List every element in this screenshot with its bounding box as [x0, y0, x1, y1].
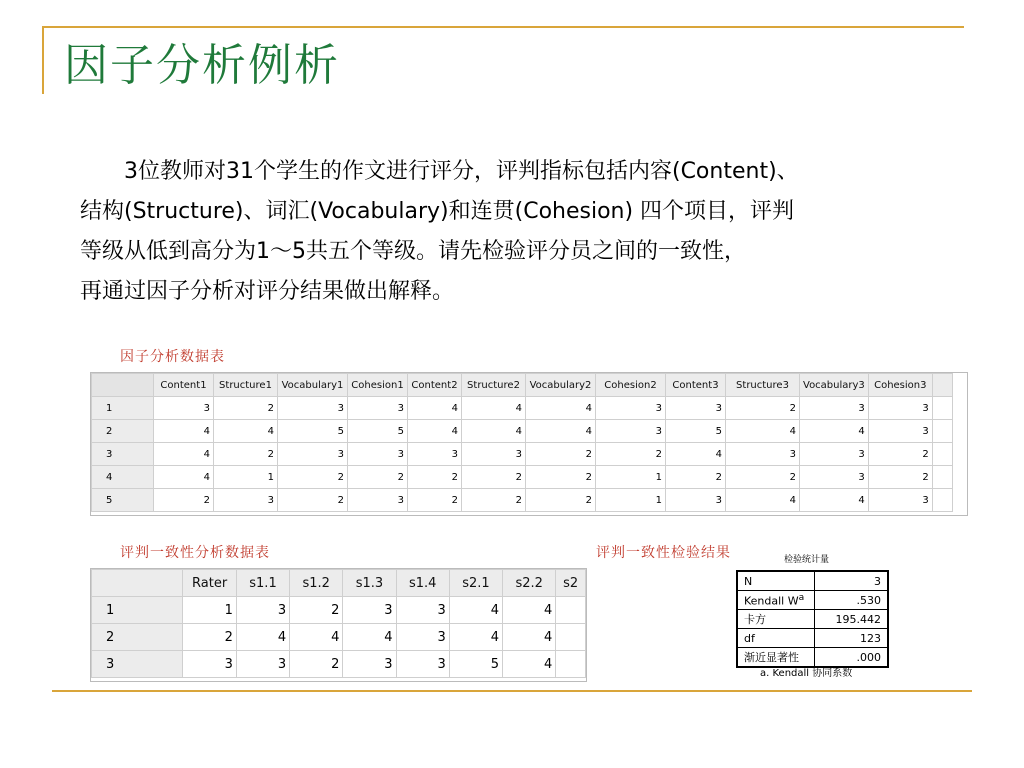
row-header[interactable]: 5: [92, 489, 154, 512]
slide-title: 因子分析例析: [64, 40, 340, 91]
consistency-table-caption: 评判一致性分析数据表: [120, 545, 270, 561]
column-header[interactable]: [932, 374, 952, 397]
table-cell[interactable]: [556, 624, 586, 651]
column-header[interactable]: Cohesion3: [868, 374, 932, 397]
table-cell[interactable]: 3: [348, 443, 408, 466]
table-cell[interactable]: 3: [596, 420, 666, 443]
table-cell[interactable]: 3: [868, 420, 932, 443]
table-cell[interactable]: 4: [503, 597, 556, 624]
column-header[interactable]: s2.2: [503, 570, 556, 597]
column-header[interactable]: Content1: [154, 374, 214, 397]
table-cell[interactable]: 4: [290, 624, 343, 651]
stat-row: [737, 571, 888, 591]
table-row[interactable]: [92, 651, 586, 678]
table-cell[interactable]: 3: [666, 397, 726, 420]
table-cell[interactable]: 3: [800, 466, 869, 489]
stat-value: 195.442: [815, 610, 889, 629]
table-cell[interactable]: 2: [278, 489, 348, 512]
table-cell[interactable]: 2: [348, 466, 408, 489]
table-cell[interactable]: 4: [462, 420, 526, 443]
table-cell[interactable]: 2: [526, 443, 596, 466]
table-cell[interactable]: 4: [526, 397, 596, 420]
table-cell[interactable]: [932, 489, 952, 512]
stat-value: .530: [815, 591, 889, 610]
table-cell[interactable]: 3: [154, 397, 214, 420]
paragraph-line: 等级从低到高分为1～5共五个等级。请先检验评分员之间的一致性，: [80, 239, 746, 264]
table-cell[interactable]: [932, 443, 952, 466]
table-row[interactable]: [92, 443, 953, 466]
paragraph-line: 3位教师对31个学生的作文进行评分，评判指标包括内容(Content)、: [124, 159, 799, 184]
table-cell[interactable]: 3: [868, 397, 932, 420]
table-row[interactable]: [92, 397, 953, 420]
row-header[interactable]: 4: [92, 466, 154, 489]
table-cell[interactable]: 2: [596, 443, 666, 466]
stat-row: [737, 629, 888, 648]
table-row[interactable]: [92, 489, 953, 512]
table-cell[interactable]: 2: [726, 397, 800, 420]
table-cell[interactable]: [556, 651, 586, 678]
table-cell[interactable]: 2: [290, 597, 343, 624]
table-cell[interactable]: 3: [348, 489, 408, 512]
stat-value: .000: [815, 648, 889, 668]
column-header[interactable]: s1.1: [236, 570, 289, 597]
table-row[interactable]: [92, 466, 953, 489]
factor-table-caption: 因子分析数据表: [120, 349, 225, 365]
footnote-marker: a: [798, 592, 805, 604]
stat-row: [737, 610, 888, 629]
table-cell[interactable]: 2: [154, 489, 214, 512]
table-cell[interactable]: 2: [290, 651, 343, 678]
row-header[interactable]: 1: [92, 597, 183, 624]
table-row[interactable]: [92, 420, 953, 443]
column-header[interactable]: s2: [556, 570, 586, 597]
paragraph-line: 再通过因子分析对评分结果做出解释。: [80, 279, 455, 304]
column-header[interactable]: Cohesion1: [348, 374, 408, 397]
description-paragraph: [80, 152, 960, 312]
table-cell[interactable]: 4: [800, 489, 869, 512]
table-cell[interactable]: [932, 397, 952, 420]
row-header[interactable]: 2: [92, 624, 183, 651]
row-header[interactable]: 2: [92, 420, 154, 443]
table-cell[interactable]: [556, 597, 586, 624]
column-header[interactable]: Vocabulary2: [526, 374, 596, 397]
table-cell[interactable]: 2: [183, 624, 237, 651]
row-header[interactable]: 1: [92, 397, 154, 420]
test-stats-title: 检验统计量: [784, 555, 830, 565]
test-stats-footnote: a. Kendall 协同系数: [760, 668, 853, 679]
table-cell[interactable]: 1: [214, 466, 278, 489]
table-cell[interactable]: 2: [868, 443, 932, 466]
table-cell[interactable]: 4: [449, 624, 502, 651]
column-header[interactable]: Rater: [183, 570, 237, 597]
table-cell[interactable]: 3: [236, 597, 289, 624]
bottom-rule: [52, 690, 972, 692]
stat-label: 渐近显著性: [737, 648, 815, 668]
column-header[interactable]: s1.3: [343, 570, 396, 597]
row-header[interactable]: 3: [92, 651, 183, 678]
row-header[interactable]: 3: [92, 443, 154, 466]
top-rule: [42, 26, 964, 28]
column-header[interactable]: s2.1: [449, 570, 502, 597]
stat-value: 123: [815, 629, 889, 648]
table-cell[interactable]: 2: [462, 466, 526, 489]
table-cell[interactable]: [932, 466, 952, 489]
stat-label: N: [737, 571, 815, 591]
table-cell[interactable]: 2: [666, 466, 726, 489]
table-cell[interactable]: 3: [868, 489, 932, 512]
table-cell[interactable]: 4: [236, 624, 289, 651]
table-cell[interactable]: 5: [278, 420, 348, 443]
column-header[interactable]: Structure3: [726, 374, 800, 397]
table-cell[interactable]: 2: [408, 466, 462, 489]
table-cell[interactable]: 4: [449, 597, 502, 624]
factor-data-table[interactable]: [90, 372, 968, 516]
column-header[interactable]: Content2: [408, 374, 462, 397]
table-cell[interactable]: 4: [408, 397, 462, 420]
table-cell[interactable]: 4: [526, 420, 596, 443]
column-header[interactable]: Vocabulary3: [800, 374, 869, 397]
table-cell[interactable]: 3: [278, 443, 348, 466]
stat-label: 卡方: [737, 610, 815, 629]
left-rule: [42, 26, 44, 94]
table-cell[interactable]: 1: [596, 466, 666, 489]
consistency-data-table[interactable]: [90, 568, 587, 682]
test-results-caption: 评判一致性检验结果: [596, 545, 731, 561]
stat-row: [737, 591, 888, 610]
table-cell[interactable]: 4: [800, 420, 869, 443]
column-header[interactable]: s1.4: [396, 570, 449, 597]
stat-value: 3: [815, 571, 889, 591]
table-cell[interactable]: 4: [462, 397, 526, 420]
table-cell[interactable]: 3: [214, 489, 278, 512]
table-cell[interactable]: 4: [214, 420, 278, 443]
table-cell[interactable]: 4: [154, 466, 214, 489]
table-cell[interactable]: 3: [396, 651, 449, 678]
table-cell[interactable]: 3: [348, 397, 408, 420]
column-header[interactable]: Structure2: [462, 374, 526, 397]
table-cell[interactable]: 3: [462, 443, 526, 466]
table-cell[interactable]: 3: [236, 651, 289, 678]
table-cell[interactable]: 3: [800, 443, 869, 466]
table-cell[interactable]: 5: [348, 420, 408, 443]
table-cell[interactable]: 3: [343, 597, 396, 624]
stat-label: df: [737, 629, 815, 648]
table-cell[interactable]: 4: [343, 624, 396, 651]
table-cell[interactable]: 4: [503, 624, 556, 651]
table-cell[interactable]: 3: [800, 397, 869, 420]
table-cell[interactable]: 3: [278, 397, 348, 420]
table-row[interactable]: [92, 624, 586, 651]
table-cell[interactable]: 2: [526, 489, 596, 512]
column-header[interactable]: Vocabulary1: [278, 374, 348, 397]
table-cell[interactable]: 3: [343, 651, 396, 678]
column-header[interactable]: Structure1: [214, 374, 278, 397]
corner-cell: [92, 374, 154, 397]
table-cell[interactable]: 3: [396, 597, 449, 624]
table-cell[interactable]: 3: [666, 489, 726, 512]
table-cell[interactable]: 2: [462, 489, 526, 512]
test-stats-table: [736, 570, 889, 668]
table-cell[interactable]: 4: [726, 489, 800, 512]
table-cell[interactable]: 1: [596, 489, 666, 512]
table-cell[interactable]: 2: [278, 466, 348, 489]
table-cell[interactable]: 2: [726, 466, 800, 489]
table-cell[interactable]: 4: [154, 443, 214, 466]
table-cell[interactable]: [932, 420, 952, 443]
table-cell[interactable]: 2: [868, 466, 932, 489]
column-header[interactable]: Content3: [666, 374, 726, 397]
table-cell[interactable]: 3: [408, 443, 462, 466]
table-cell[interactable]: 5: [449, 651, 502, 678]
column-header[interactable]: s1.2: [290, 570, 343, 597]
table-cell[interactable]: 2: [214, 443, 278, 466]
stat-label: Kendall $W^a$: [737, 591, 815, 610]
table-cell[interactable]: 3: [183, 651, 237, 678]
table-cell[interactable]: 2: [408, 489, 462, 512]
column-header[interactable]: Cohesion2: [596, 374, 666, 397]
corner-cell: [92, 570, 183, 597]
paragraph-line: 结构(Structure)、词汇(Vocabulary)和连贯(Cohesion) 四个项目，评判: [80, 199, 795, 224]
table-cell[interactable]: 3: [596, 397, 666, 420]
table-cell[interactable]: 1: [183, 597, 237, 624]
table-cell[interactable]: 3: [396, 624, 449, 651]
table-row[interactable]: [92, 597, 586, 624]
table-cell[interactable]: 2: [526, 466, 596, 489]
table-cell[interactable]: 2: [214, 397, 278, 420]
table-cell[interactable]: 3: [726, 443, 800, 466]
table-cell[interactable]: 5: [666, 420, 726, 443]
table-cell[interactable]: 4: [154, 420, 214, 443]
table-cell[interactable]: 4: [726, 420, 800, 443]
table-cell[interactable]: 4: [503, 651, 556, 678]
table-cell[interactable]: 4: [408, 420, 462, 443]
table-cell[interactable]: 4: [666, 443, 726, 466]
